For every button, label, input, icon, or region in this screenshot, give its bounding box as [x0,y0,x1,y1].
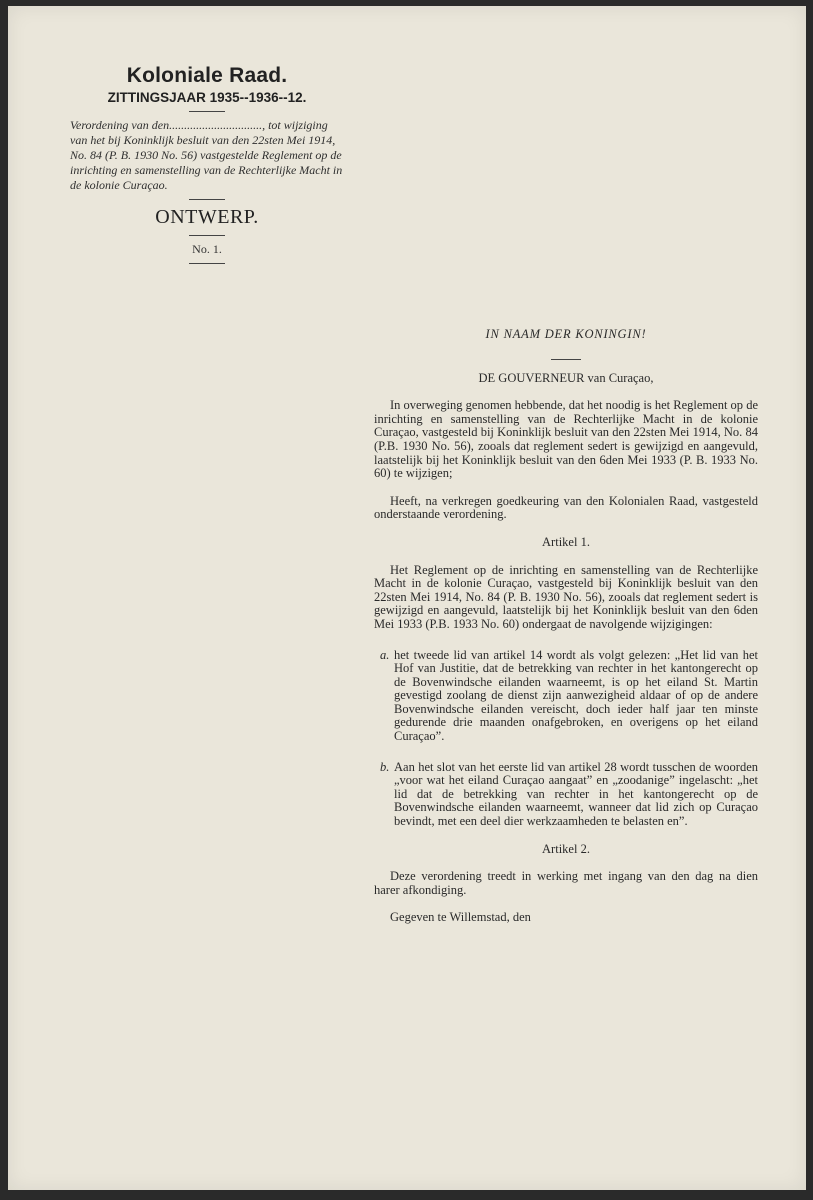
item-text: Aan het slot van het eerste lid van artikel 28 wordt tusschen de woorden „voor wat het eiland Curaçao aangaat” en „zoodanige” ingelascht: „het lid dat de betrekking van rechter in het kantongerecht op de Bovenwindsche eilanden waarneemt, wanneer dat lid zich op Curaçao bevindt, met een deel dier werkzaamheden te belasten en”. [394,759,758,829]
article-2-text: Deze verordening treedt in werking met ingang van den dag na dien harer afkondiging. [374,869,758,897]
article-1-heading: Artikel 1. [542,534,590,549]
divider [551,359,581,360]
ordinance-text [374,328,758,925]
given-line: Gegeven te Willemstad, den [390,910,531,925]
in-name-heading: IN NAAM DER KONINGIN! [485,327,647,341]
document-page [8,6,806,1190]
item-marker: b. [380,759,390,774]
divider [189,111,225,112]
ordinance-description: Verordening van den..............................., tot wijziging van het bij Koninklijk besluit van den 22sten Mei 1914, No. 84 (P. B. 1930 No. 56) vastgestelde Reglement op de inrichting en samenstelling van de Rechterlijke Macht in de kolonie Curaçao. [70,118,343,192]
amendment-item [374,761,758,829]
item-marker: a. [380,647,390,662]
draft-label: ONTWERP. [155,206,259,228]
document-number: No. 1. [192,242,222,256]
amendment-item [374,649,758,744]
header-block [68,64,346,270]
divider [189,199,225,200]
divider [189,263,225,264]
item-text: het tweede lid van artikel 14 wordt als volgt gelezen: „Het lid van het Hof van Justitie, dat de betrekking van rechter in het kantongerecht op de Bovenwindsche eilanden waarneemt, is op het eiland St. Martin gevestigd zoolang de dienst zijn aanwezigheid aldaar of op de andere Bovenwindsche eilanden vereischt, doch ieder half jaar ten minste gedurende drie maanden onafgebroken, en overigens op het eiland Curaçao”. [394,647,758,744]
governor-line: DE GOUVERNEUR van Curaçao, [478,370,654,385]
session-year: ZITTINGSJAAR 1935--1936--12. [107,90,307,105]
article-2-heading: Artikel 2. [542,841,590,856]
considering-paragraph: In overweging genomen hebbende, dat het noodig is het Reglement op de inrichting en samenstelling van de Rechterlijke Macht in de kolonie Curaçao, vastgesteld bij Koninklijk besluit van den 22sten Mei 1914, No. 84 (P.B. 1930 No. 56), zooals dat reglement sedert is gewijzigd en aangevuld, laatstelijk bij het Koninklijk besluit van den 6den Mei 1933 (P. B. 1933 No. 60) te wijzigen; [374,398,758,481]
enacted-paragraph: Heeft, na verkregen goedkeuring van den Kolonialen Raad, vastgesteld onderstaande verordening. [374,493,758,522]
article-1-text: Het Reglement op de inrichting en samenstelling van de Rechterlijke Macht in de kolonie Curaçao, vastgesteld bij Koninklijk besluit van den 22sten Mei 1914, No. 84 (P. B. 1930 No. 56), zooals dat reglement sedert is gewijzigd en aangevuld, laatstelijk bij het Koninklijk besluit van den 6den Mei 1933 (P.B. 1933 No. 60) ondergaat de navolgende wijzigingen: [374,562,758,631]
divider [189,235,225,236]
council-title: Koloniale Raad. [126,64,288,87]
